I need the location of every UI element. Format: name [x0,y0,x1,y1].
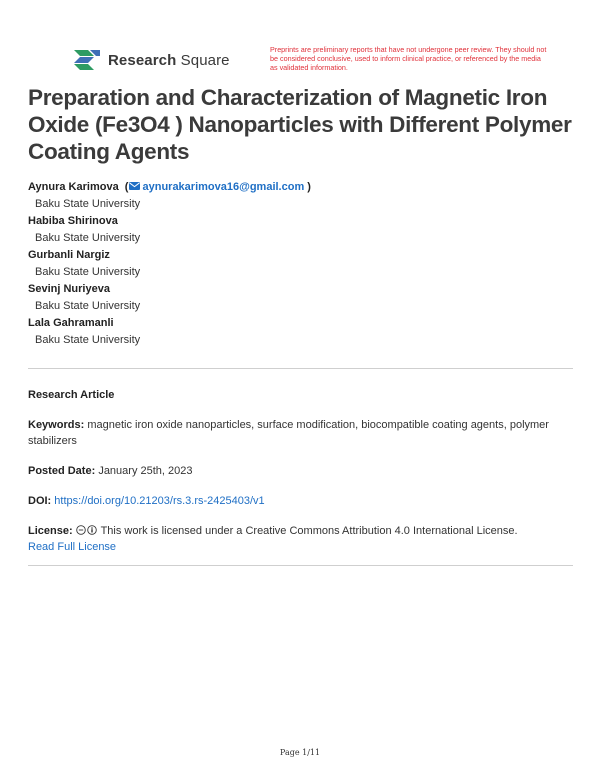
logo-text-square: Square [180,51,230,69]
attribution-icon [87,525,97,535]
author-name: Aynura Karimova [28,181,119,193]
author-entry [28,214,573,246]
preprint-disclaimer: Preprints are preliminary reports that have not undergone peer review. They should not be considered conclusive, used to inform clinical practice, or referenced by the media as validated information. [270,45,547,72]
article-type [28,387,573,403]
author-entry [28,248,573,280]
author-affiliation: Baku State University [35,198,141,210]
header [0,0,600,80]
divider-top [28,368,573,369]
posted-date-value: January 25th, 2023 [98,465,193,477]
license-label: License: [28,525,73,537]
license-text: This work is licensed under a Creative Commons Attribution 4.0 International License. [100,525,518,537]
author-email-link[interactable]: aynurakarimova16@gmail.com [142,181,305,193]
license [28,523,573,555]
author-affiliation: Baku State University [35,266,141,278]
author-affiliation: Baku State University [35,334,141,346]
logo-text-research: Research [108,51,177,69]
author-affiliation: Baku State University [35,300,141,312]
author-entry [28,282,573,314]
divider-bottom [28,565,573,566]
author-name: Habiba Shirinova [28,215,118,227]
keywords [28,417,573,449]
author-email-wrap: ( aynurakarimova16@gmail.com ) [121,181,311,193]
logo-text [108,52,230,69]
author-affiliation: Baku State University [35,232,141,244]
research-square-logo[interactable] [72,48,230,72]
research-square-logo-icon [72,48,102,72]
creative-commons-icon [76,525,86,535]
page-number: Page 1/11 [279,748,321,757]
keywords-label: Keywords: [28,419,85,431]
posted-date [28,463,573,479]
author-list [28,180,573,350]
read-full-license-link[interactable]: Read Full License [28,541,117,553]
author-entry [28,180,573,212]
article-type-label: Research Article [28,389,115,401]
doi-link[interactable]: https://doi.org/10.21203/rs.3.rs-2425403/v1 [54,495,265,507]
author-entry [28,316,573,348]
author-name: Sevinj Nuriyeva [28,283,110,295]
doi-label: DOI: [28,495,52,507]
doi [28,493,573,509]
author-name: Gurbanli Nargiz [28,249,110,261]
posted-date-label: Posted Date: [28,465,96,477]
envelope-icon [129,182,140,190]
paper-title: Preparation and Characterization of Magnetic Iron Oxide (Fe3O4 ) Nanoparticles with Different Polymer Coating Agents [28,85,572,164]
author-name: Lala Gahramanli [28,317,114,329]
keywords-value: magnetic iron oxide nanoparticles, surface modification, biocompatible coating agents, polymer stabilizers [28,419,549,447]
